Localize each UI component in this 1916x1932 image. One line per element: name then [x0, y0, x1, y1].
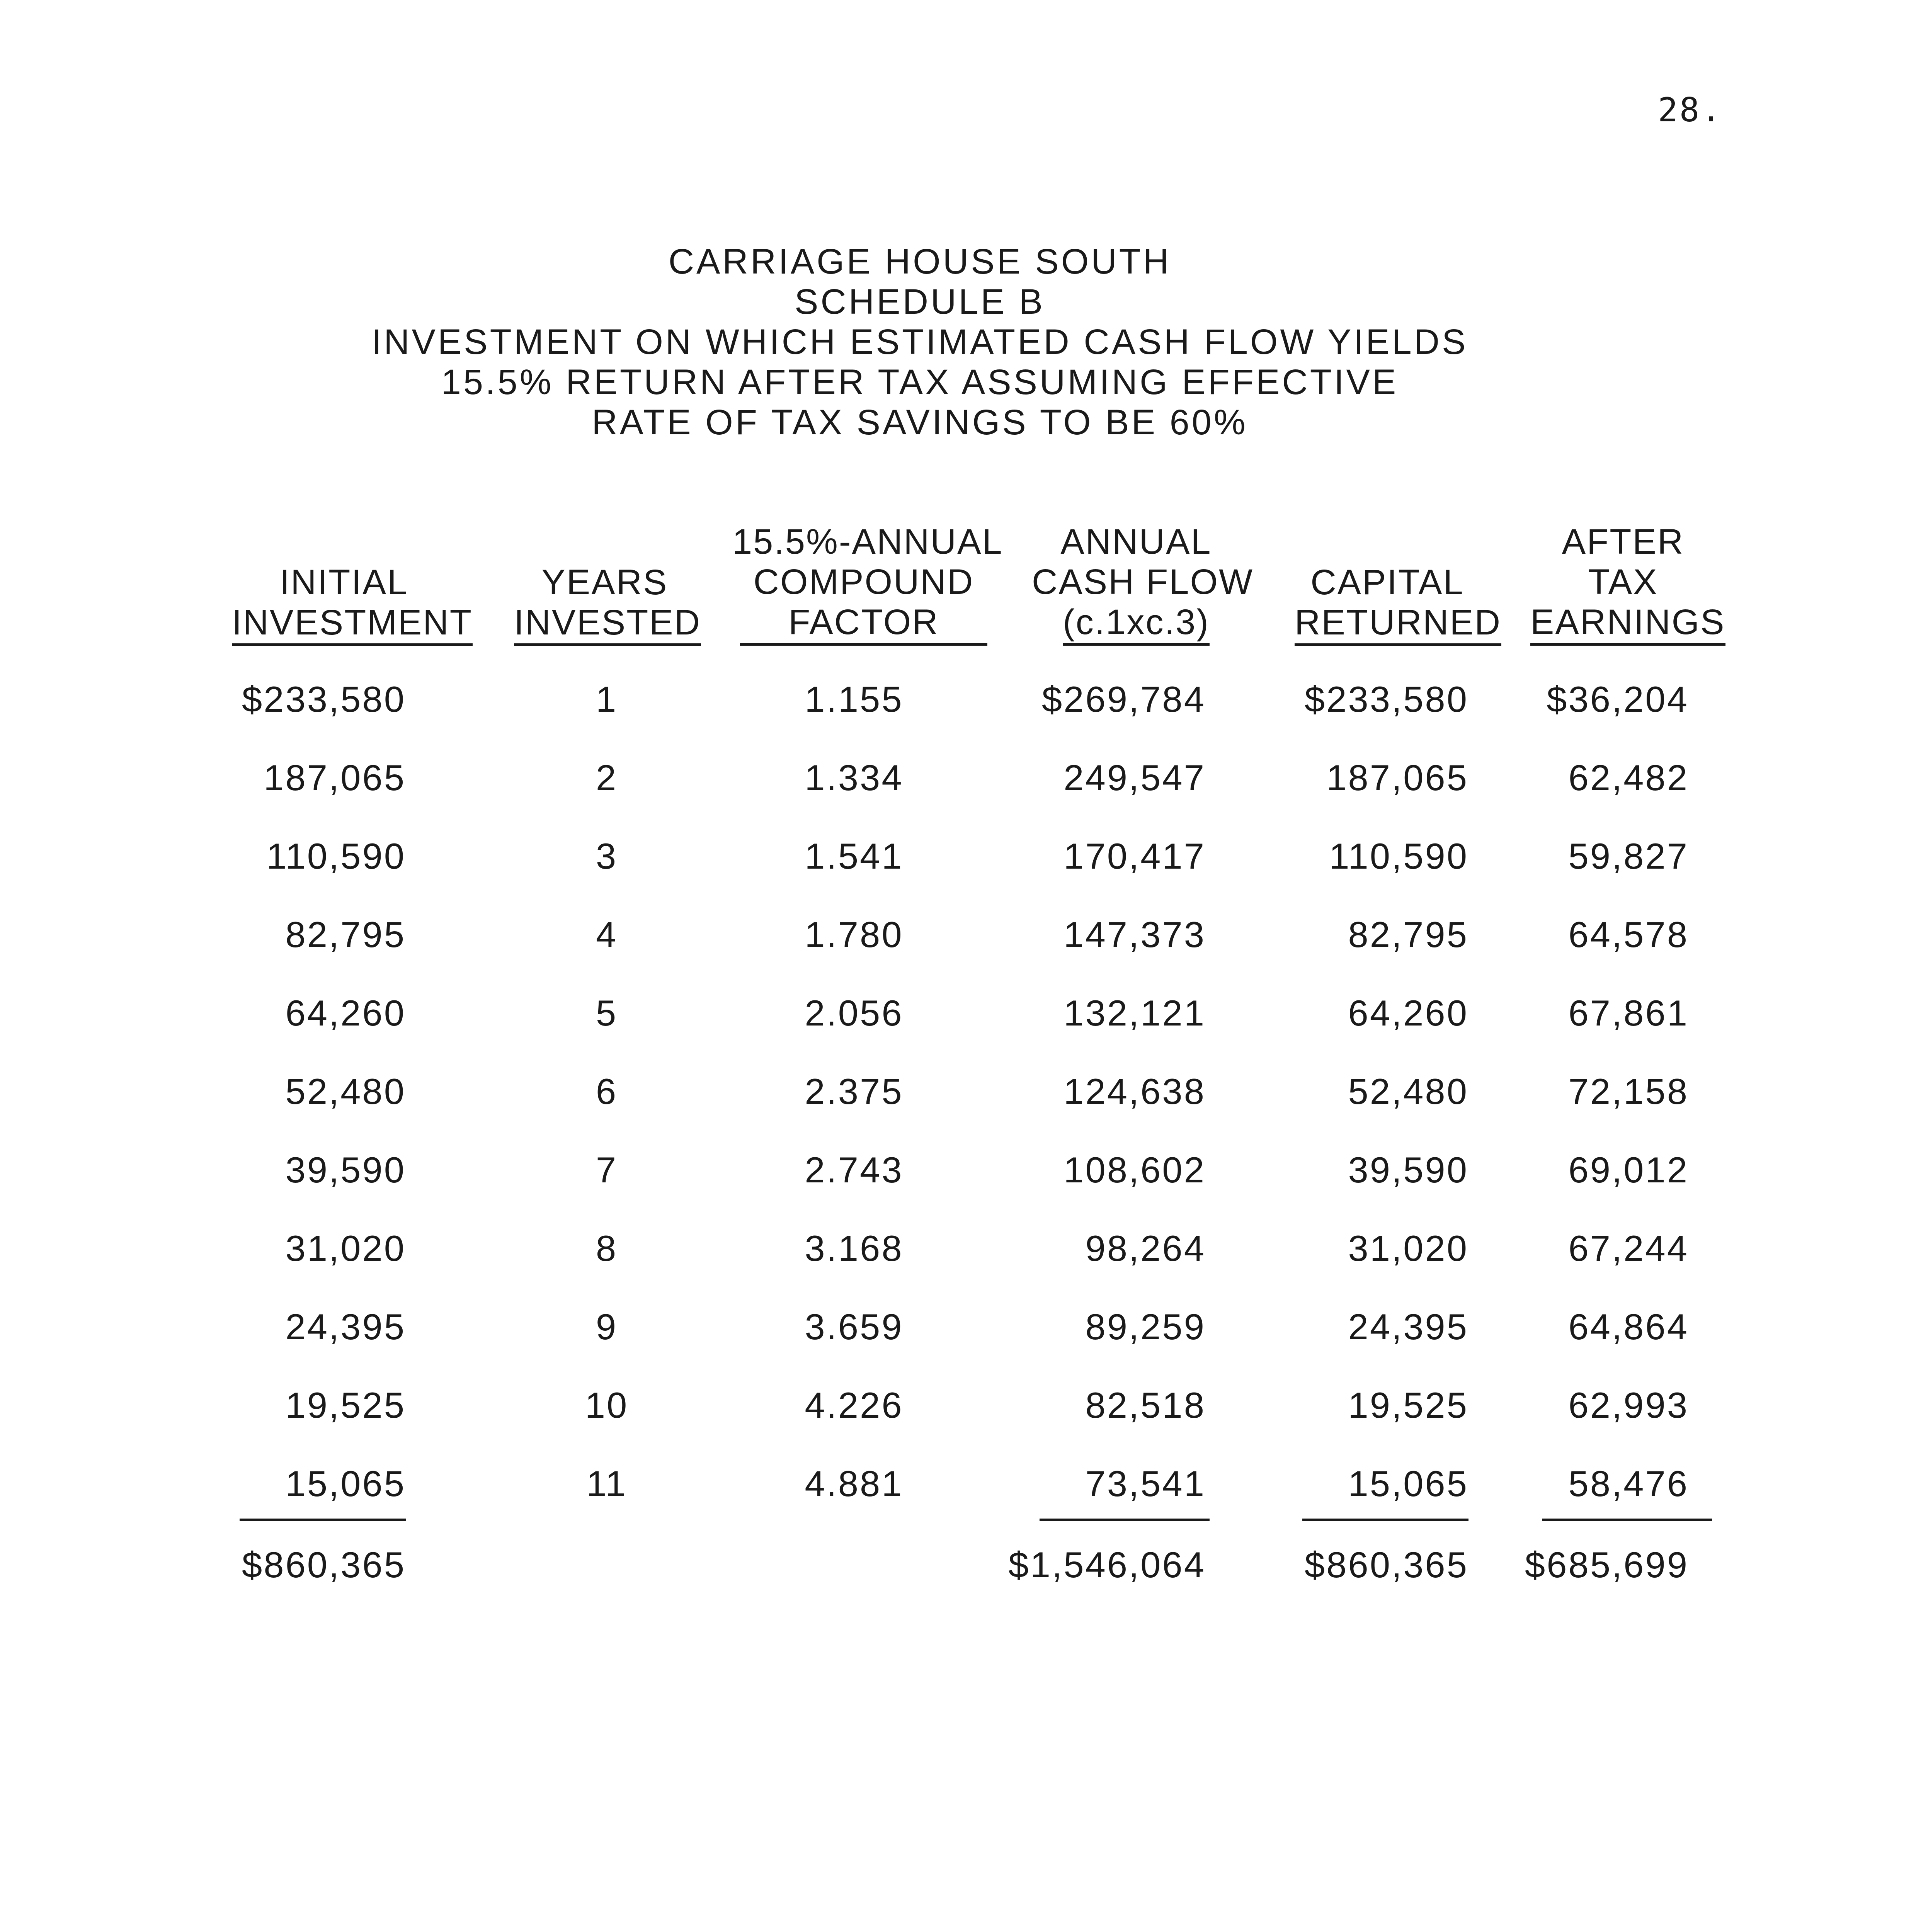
- cell-capital-returned: 24,395: [1348, 1306, 1468, 1347]
- cell-years-invested: 3: [596, 836, 618, 876]
- cell-years-invested: 6: [596, 1071, 618, 1112]
- header-line: COMPOUND: [753, 562, 974, 602]
- cell-capital-returned: $233,580: [1304, 679, 1468, 719]
- cell-after-tax-earnings: 69,012: [1568, 1150, 1689, 1190]
- cell-compound-factor: 3.168: [805, 1228, 904, 1269]
- cell-years-invested: 2: [596, 757, 618, 798]
- cell-initial-investment: 31,020: [285, 1228, 406, 1269]
- cell-annual-cash-flow: 249,547: [1063, 757, 1206, 798]
- header-line: EARNINGS: [1530, 602, 1725, 646]
- cell-compound-factor: 4.881: [805, 1463, 904, 1504]
- header-line: (c.1xc.3): [1063, 602, 1210, 646]
- header-line: 15.5%-ANNUAL: [732, 522, 1003, 561]
- column-header-annual-cash-flow: [1032, 522, 1254, 646]
- cell-compound-factor: 2.056: [805, 993, 904, 1033]
- cell-years-invested: 4: [596, 914, 618, 955]
- cell-annual-cash-flow: 170,417: [1063, 836, 1206, 876]
- title-line: 15.5% RETURN AFTER TAX ASSUMING EFFECTIVE: [441, 362, 1399, 402]
- cell-after-tax-earnings: 64,864: [1568, 1306, 1689, 1347]
- cell-initial-investment: 64,260: [285, 993, 406, 1033]
- cell-compound-factor: 1.334: [805, 757, 904, 798]
- cell-years-invested: 8: [596, 1228, 618, 1269]
- cell-capital-returned: 52,480: [1348, 1071, 1468, 1112]
- cell-after-tax-earnings: 62,993: [1568, 1385, 1689, 1425]
- cell-annual-cash-flow: 98,264: [1085, 1228, 1206, 1269]
- column-header-initial-investment: [232, 562, 473, 646]
- cell-years-invested: 5: [596, 993, 618, 1033]
- cell-annual-cash-flow: 89,259: [1085, 1306, 1206, 1347]
- header-line: RETURNED: [1295, 602, 1501, 646]
- cell-capital-returned: 110,590: [1329, 836, 1468, 876]
- cell-annual-cash-flow: $269,784: [1041, 679, 1206, 719]
- cell-capital-returned: 64,260: [1348, 993, 1468, 1033]
- header-line: INITIAL: [279, 563, 408, 602]
- cell-after-tax-earnings: 72,158: [1568, 1071, 1689, 1112]
- title-line: CARRIAGE HOUSE SOUTH: [668, 242, 1171, 281]
- cell-annual-cash-flow: 147,373: [1063, 914, 1206, 955]
- page-number: 28.: [1658, 91, 1723, 129]
- cell-capital-returned: 31,020: [1348, 1228, 1468, 1269]
- header-line: CASH FLOW: [1032, 562, 1254, 602]
- cell-initial-investment: 24,395: [285, 1306, 406, 1347]
- cell-after-tax-earnings: 64,578: [1568, 914, 1689, 955]
- header-line: YEARS: [541, 563, 668, 602]
- title-line: INVESTMENT ON WHICH ESTIMATED CASH FLOW YIELDS: [371, 322, 1468, 362]
- header-line: INVESTMENT: [232, 602, 473, 646]
- total-after-tax-earnings: $685,699: [1525, 1544, 1689, 1585]
- cell-after-tax-earnings: 62,482: [1568, 757, 1689, 798]
- cell-annual-cash-flow: 124,638: [1063, 1071, 1206, 1112]
- cell-after-tax-earnings: $36,204: [1547, 679, 1689, 719]
- cell-after-tax-earnings: 67,861: [1568, 993, 1689, 1033]
- cell-compound-factor: 2.743: [805, 1150, 904, 1190]
- cell-after-tax-earnings: 59,827: [1568, 836, 1689, 876]
- subtotal-rule: [1040, 1519, 1210, 1521]
- cell-capital-returned: 15,065: [1348, 1463, 1468, 1504]
- header-line: AFTER: [1562, 522, 1685, 561]
- cell-initial-investment: 19,525: [285, 1385, 406, 1425]
- cell-initial-investment: 82,795: [285, 914, 406, 955]
- header-line: FACTOR: [740, 602, 987, 646]
- column-header-capital-returned: [1295, 562, 1502, 646]
- column-header-compound-factor: [732, 522, 1003, 646]
- subtotal-rule: [1302, 1519, 1468, 1521]
- header-line: CAPITAL: [1310, 563, 1464, 602]
- schedule-title: [0, 242, 1839, 442]
- total-capital-returned: $860,365: [1304, 1544, 1468, 1585]
- total-annual-cash-flow: $1,546,064: [1008, 1544, 1206, 1585]
- subtotal-rule: [1542, 1519, 1712, 1521]
- cell-after-tax-earnings: 67,244: [1568, 1228, 1689, 1269]
- cell-compound-factor: 3.659: [805, 1306, 904, 1347]
- column-header-years-invested: [514, 562, 701, 646]
- cell-capital-returned: 39,590: [1348, 1150, 1468, 1190]
- title-line: RATE OF TAX SAVINGS TO BE 60%: [592, 403, 1248, 442]
- cell-annual-cash-flow: 132,121: [1063, 993, 1206, 1033]
- cell-capital-returned: 82,795: [1348, 914, 1468, 955]
- cell-initial-investment: 52,480: [285, 1071, 406, 1112]
- column-header-after-tax-earnings: [1530, 522, 1725, 646]
- header-line: ANNUAL: [1060, 522, 1212, 561]
- cell-compound-factor: 4.226: [805, 1385, 904, 1425]
- cell-years-invested: 1: [596, 679, 618, 719]
- header-line: TAX: [1588, 562, 1658, 602]
- subtotal-rule: [240, 1519, 406, 1521]
- cell-compound-factor: 1.541: [805, 836, 904, 876]
- cell-initial-investment: 187,065: [264, 757, 406, 798]
- total-initial-investment: $860,365: [242, 1544, 406, 1585]
- cell-years-invested: 11: [586, 1463, 627, 1504]
- cell-annual-cash-flow: 108,602: [1063, 1150, 1206, 1190]
- cell-after-tax-earnings: 58,476: [1568, 1463, 1689, 1504]
- cell-initial-investment: 15,065: [285, 1463, 406, 1504]
- cell-capital-returned: 19,525: [1348, 1385, 1468, 1425]
- cell-years-invested: 7: [596, 1150, 618, 1190]
- cell-annual-cash-flow: 82,518: [1085, 1385, 1206, 1425]
- cell-compound-factor: 1.155: [805, 679, 904, 719]
- cell-annual-cash-flow: 73,541: [1085, 1463, 1206, 1504]
- cell-years-invested: 10: [585, 1385, 629, 1425]
- cell-capital-returned: 187,065: [1326, 757, 1468, 798]
- cell-years-invested: 9: [596, 1306, 618, 1347]
- cell-initial-investment: 39,590: [285, 1150, 406, 1190]
- cell-compound-factor: 2.375: [805, 1071, 904, 1112]
- header-line: INVESTED: [514, 602, 701, 646]
- cell-initial-investment: $233,580: [242, 679, 406, 719]
- cell-initial-investment: 110,590: [266, 836, 406, 876]
- title-line: SCHEDULE B: [795, 282, 1045, 321]
- cell-compound-factor: 1.780: [805, 914, 904, 955]
